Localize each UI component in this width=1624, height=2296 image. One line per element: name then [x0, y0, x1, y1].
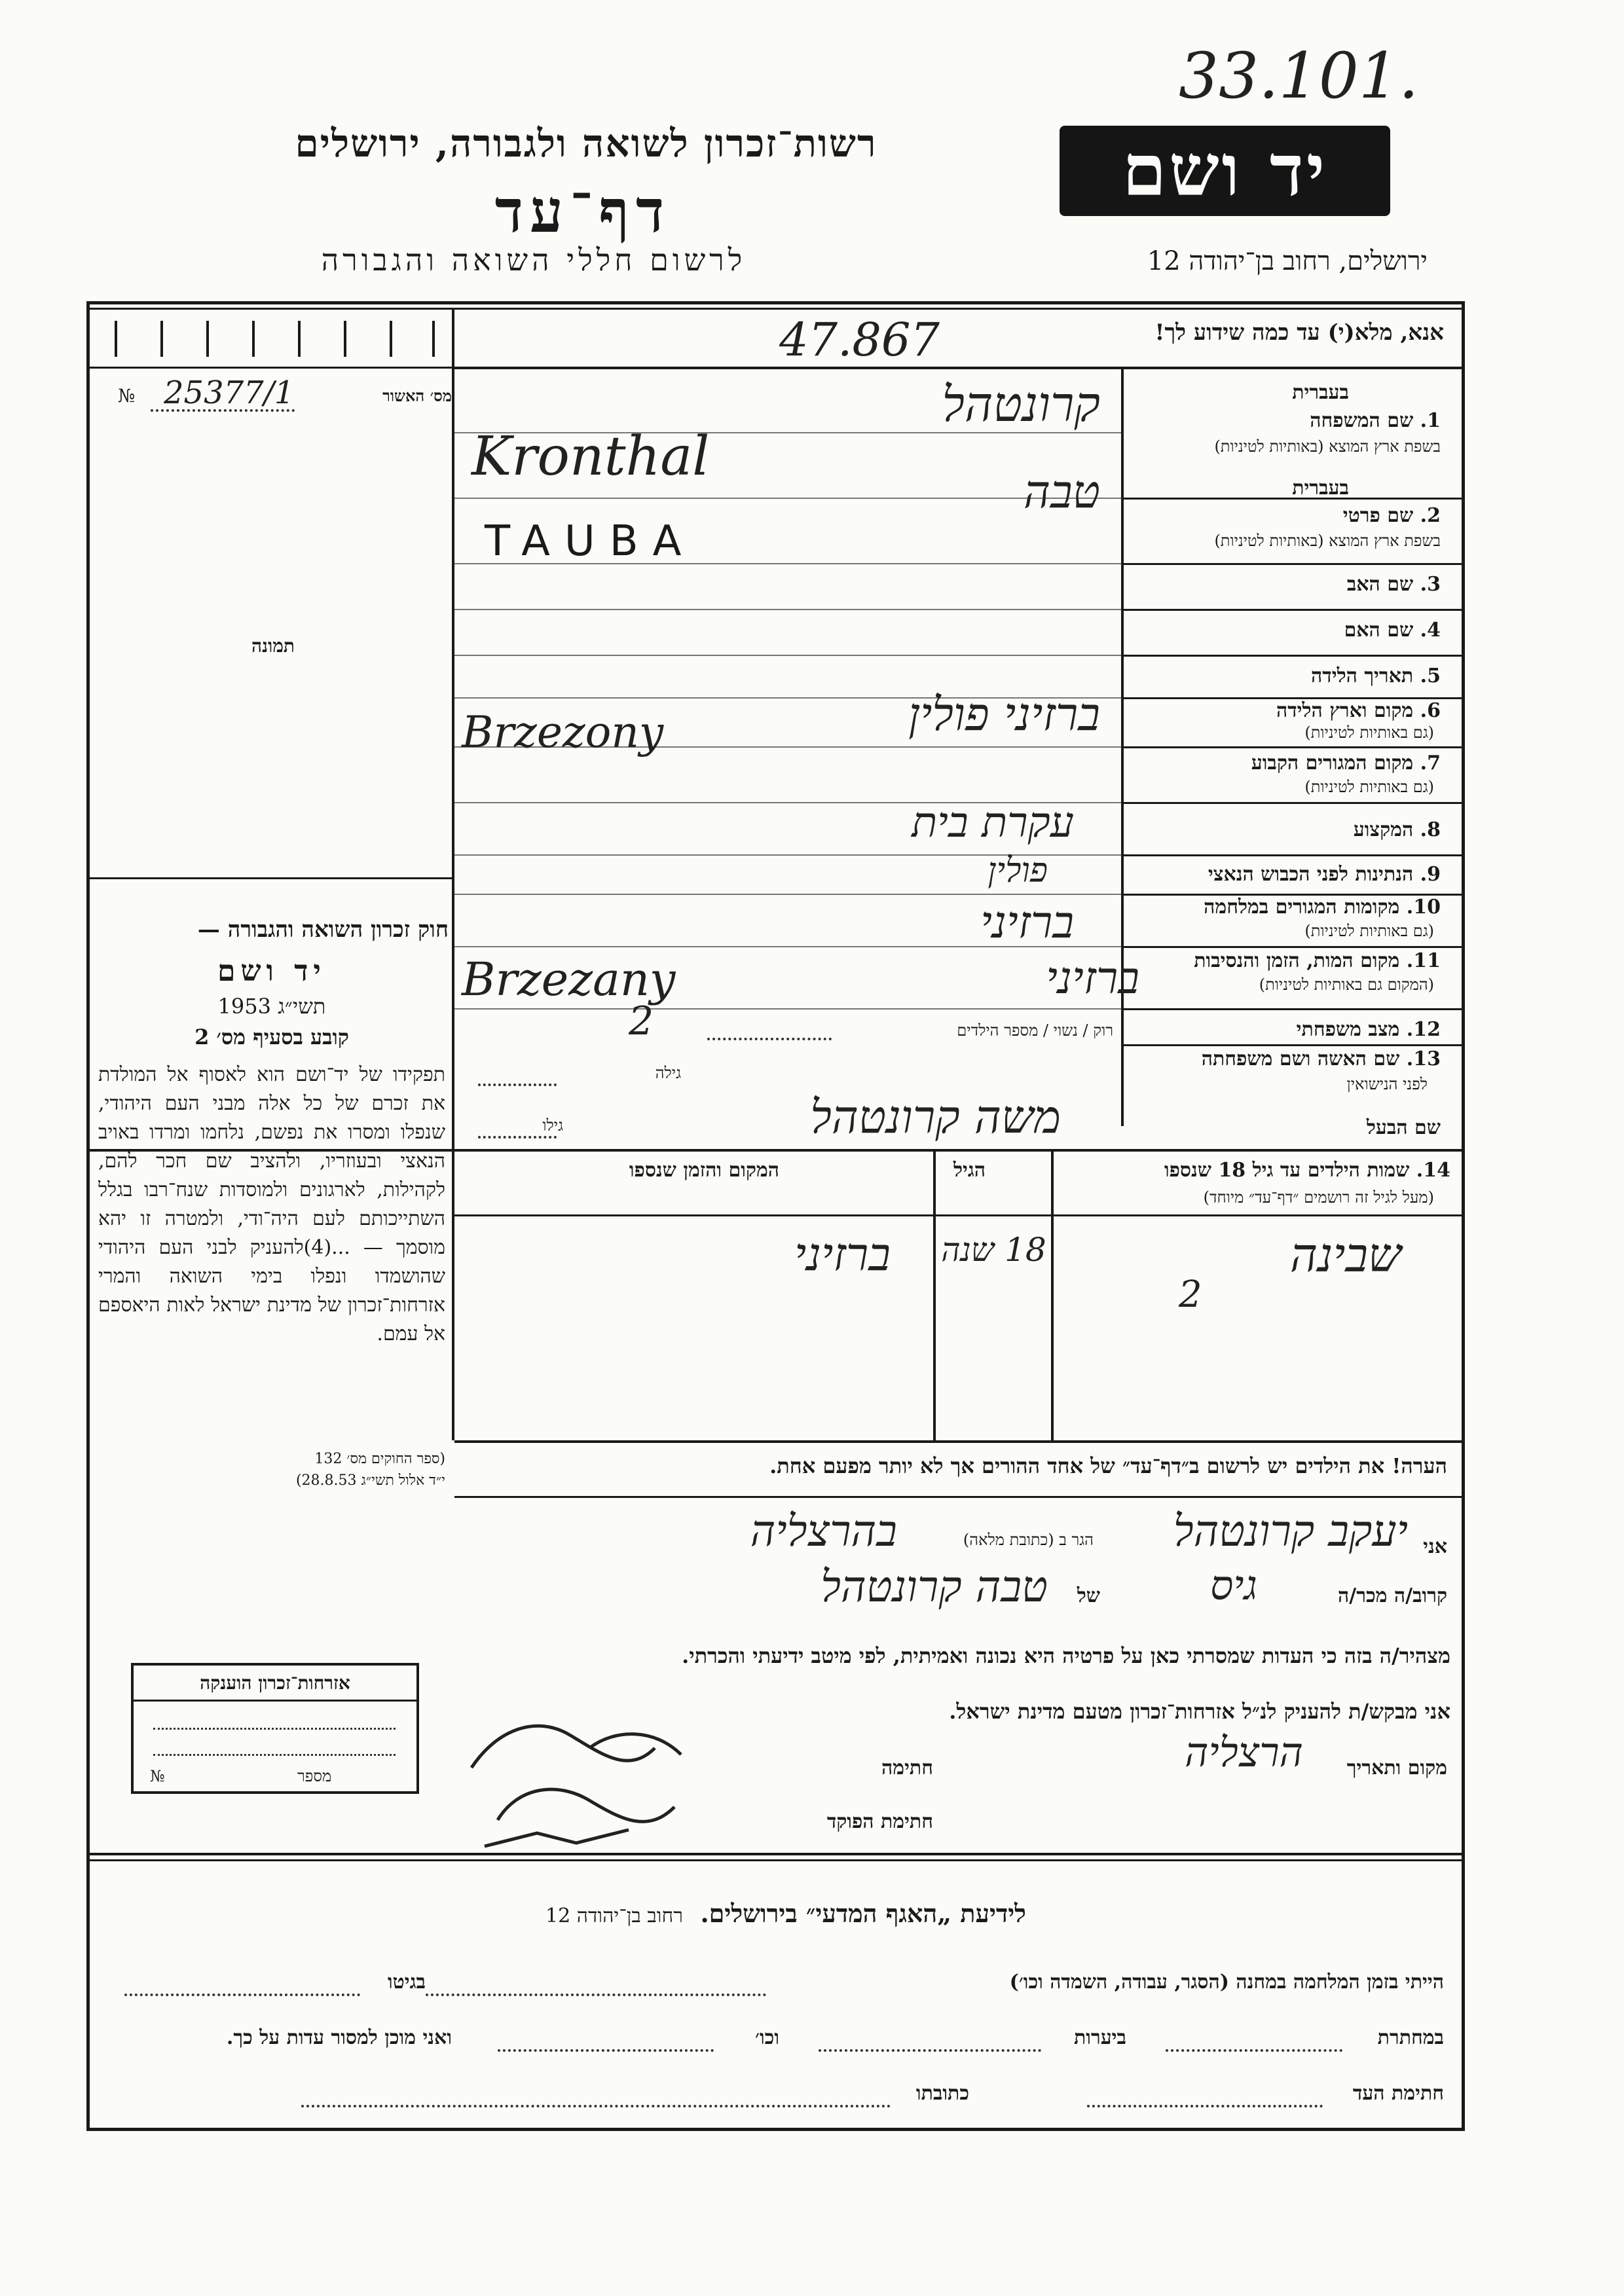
declaration-resident-label: הגר ב (כתובת מלאה): [963, 1531, 1094, 1549]
footer-line1-b: בגיטו: [387, 1971, 426, 1994]
field-13-sub: לפני הנישואין: [1346, 1075, 1428, 1093]
field-6-label: 6. מקום וארץ הלידה: [1276, 699, 1441, 722]
field-6-sub: (גם באותיות לטיניות): [1304, 723, 1434, 742]
field-11-sub: (המקום גם באותיות לטיניות): [1259, 975, 1434, 994]
field-2-value-latin: TAUBA: [485, 517, 696, 566]
footer-line1-a: הייתי בזמן המלחמה במחנה (הסגר, עבודה, השמדה וכו׳): [1009, 1971, 1444, 1994]
field-6-value-latin: Brzezony: [462, 707, 664, 757]
law-footnote-1: (ספר החוקים מס׳ 132: [314, 1451, 445, 1467]
law-text: תפקידו של יד־ושם הוא לאסוף אל המולדת את זכרם של כל אלה מבני העם היהודי, שנפלו ומסרו את נפשם, נלחמו ומרדו באויב הנאצי ובעוזריו, ולהציב שם חכר להם, לקהילות, לארגונים ולמוסדות שנח־רבו בגלל השתייכותם לעם היה־ודי, ולמטרה זו יהא מוסמך — ...(4)להעניק לבני העם היהודי שהושמדו ונפלו בימי השואה והמרי אזרחות־זכרון של מדינת ישראל לאות היאספם אל עמם.: [98, 1063, 446, 1345]
law-clause: קובע בסעיף מס׳ 2: [194, 1025, 349, 1049]
field-10-sub: (גם באותיות לטיניות): [1304, 922, 1434, 940]
footer-line3-a: חתימת העד: [1352, 2082, 1444, 2105]
declaration-relation-label: קרוב/ה מכר/ה: [1338, 1584, 1447, 1607]
children-col-place: המקום והזמן שנספו: [629, 1159, 779, 1182]
signature-label: חתימה: [881, 1757, 933, 1779]
footer-line2-b: ביערות: [1073, 2026, 1126, 2049]
children-sub: (מעל לגיל זה רושמים ״דף־עד״ מיוחד): [1203, 1188, 1434, 1207]
citizenship-box-number-label: מספר: [297, 1767, 332, 1785]
field-2-label: 2. שם פרטי: [1342, 504, 1441, 527]
child-1-extra: 2: [1179, 1273, 1202, 1316]
declaration-relation-value: גיס: [1210, 1561, 1257, 1609]
field-1-value-latin: Kronthal: [471, 426, 710, 488]
citizenship-box-no-sign: №: [150, 1767, 165, 1785]
law-year: תשי״ג 1953: [217, 994, 326, 1019]
declaration-statement: מצהיר/ה בזה כי העדות שמסרתי כאן על פרטיה היא נכונה ואמיתית, לפי מיטב ידיעתי והכרתי.: [682, 1643, 1450, 1668]
archive-number: 33.101.: [1179, 39, 1419, 113]
field-9-value: פולין: [987, 851, 1048, 890]
children-note: הערה! את הילדים יש לרשום ב״דף־עד״ של אחד ההורים אך לא יותר מפעם אחת.: [769, 1453, 1447, 1478]
field-1-value-hebrew: קרונטהל: [942, 376, 1100, 433]
husband-age-label: גילו: [542, 1116, 563, 1135]
header-address: ירושלים, רחוב בן־יהודה 12: [1147, 246, 1428, 276]
approval-tick-boxes: [101, 314, 442, 360]
field-1-label: 1. שם המשפחה: [1310, 409, 1441, 432]
footer-line2-d: ואני מוכן למסור עדות על כך.: [226, 2026, 452, 2049]
citizenship-box-title: אזרחות־זכרון הוענקה: [200, 1672, 350, 1694]
place-date-label: מקום ותאריך: [1346, 1757, 1447, 1779]
approval-value: 25377/1: [164, 374, 295, 411]
husband-label: שם הבעל: [1366, 1116, 1441, 1139]
field-5-label: 5. תאריך הלידה: [1311, 665, 1441, 687]
declaration-i-label: אני: [1423, 1535, 1447, 1558]
husband-value: משה קרונטהל: [810, 1090, 1061, 1144]
field-3-label: 3. שם האב: [1346, 573, 1441, 596]
field-11-label: 11. מקום המות, הזמן והנסיבות: [1194, 949, 1441, 972]
form-title: דף־עד: [494, 177, 671, 246]
signature-scribble: [458, 1689, 733, 1859]
field-6-value-hebrew: ברזיני פולין: [908, 687, 1100, 741]
field-8-value: עקרת בית: [912, 799, 1074, 847]
field-12-label: 12. מצב משפחתי: [1296, 1018, 1441, 1041]
field-12-extra: רוק / נשוי / מספר הילדים: [957, 1021, 1113, 1040]
form-instruction: אנא, מלא(י) עד כמה שידוע לך!: [1154, 319, 1444, 346]
field-11-value-latin: Brzezany: [462, 953, 676, 1006]
officer-signature-label: חתימת הפוקד: [826, 1810, 933, 1833]
authority-name: רשות־זכרון לשואה ולגבורה, ירושלים: [295, 121, 877, 166]
approval-label: מס׳ האשור: [382, 386, 452, 405]
declaration-resident-value: בהרצליה: [750, 1506, 897, 1556]
photo-label: תמונה: [251, 635, 295, 657]
field-2-value-hebrew: טבה: [1023, 465, 1100, 519]
field-1-sub: בשפת ארץ המוצא (באותיות לטיניות): [1214, 437, 1441, 456]
field-11-value-hebrew: ברזיני: [1046, 953, 1139, 1004]
declaration-of-label: של: [1077, 1584, 1100, 1607]
field-2-sub: בשפת ארץ המוצא (באותיות לטיניות): [1214, 532, 1441, 550]
field-8-label: 8. המקצוע: [1353, 818, 1441, 841]
field-10-label: 10. מקומות המגורים במלחמה: [1204, 896, 1441, 919]
yad-vashem-logo: יד ושם: [1060, 126, 1390, 216]
field-1-tag: בעברית: [1292, 381, 1349, 404]
form-subtitle: לרשום חללי השואה והגבורה: [321, 242, 747, 278]
field-13-extra: גילה: [655, 1064, 681, 1082]
place-date-value: הרצליה: [1185, 1728, 1303, 1776]
citizenship-box: [131, 1663, 419, 1794]
field-7-sub: (גם באותיות לטיניות): [1304, 778, 1434, 796]
field-10-value: ברזיני: [980, 897, 1074, 949]
footer-line2-a: במחתרת: [1377, 2026, 1444, 2049]
footer-line2-c: וכו׳: [755, 2026, 779, 2049]
field-9-label: 9. הנתינות לפני הכבוש הנאצי: [1208, 863, 1441, 886]
law-name: יד ושם: [217, 955, 326, 988]
declaration-i-value: יעקב קרונטהל: [1173, 1506, 1408, 1556]
declaration-of-value: טבה קרונטהל: [821, 1561, 1048, 1612]
declaration-request: אני מבקש/ת להעניק לנ״ל אזרחות־זכרון מטעם מדינת ישראל.: [949, 1699, 1450, 1724]
field-2-tag: בעברית: [1292, 477, 1349, 500]
field-4-label: 4. שם האם: [1344, 619, 1441, 642]
child-1-age: 18 שנה: [941, 1231, 1046, 1269]
handwritten-number: 47.867: [779, 313, 940, 367]
child-1-name: שבינה: [1289, 1228, 1401, 1283]
children-label: 14. שמות הילדים עד גיל 18 שנספו: [1164, 1159, 1450, 1182]
field-13-label: 13. שם האשה ושם משפחתה: [1201, 1048, 1441, 1070]
law-title: חוק זכרון השואה והגבורה —: [197, 917, 449, 943]
field-7-label: 7. מקום המגורים הקבוע: [1251, 752, 1441, 774]
child-1-place: ברזיני: [794, 1228, 891, 1281]
approval-no-sign: №: [118, 385, 136, 407]
law-footnote-2: י״ד אלול תשי״ג 28.8.53): [295, 1472, 445, 1489]
footer-title: לידיעת „האגף המדעי״ בירושלים. רחוב בן־יהודה 12: [545, 1899, 1026, 1928]
footer-line3-b: כתובתו: [915, 2082, 969, 2105]
children-col-age: הגיל: [953, 1159, 986, 1182]
field-12-value: 2: [629, 998, 654, 1044]
